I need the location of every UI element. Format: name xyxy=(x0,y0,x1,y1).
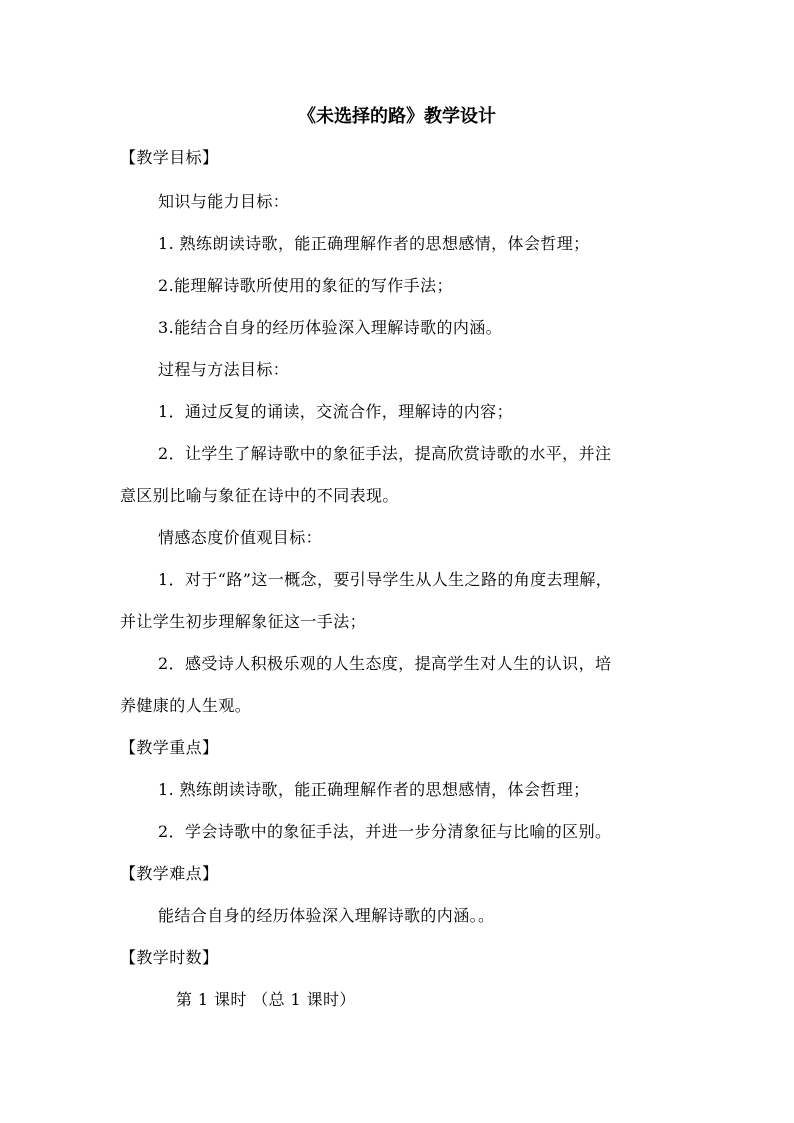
emotion-objectives-label: 情感态度价值观目标： xyxy=(158,528,323,547)
difficulty-text: 能结合自身的经历体验深入理解诗歌的内涵。。 xyxy=(158,906,495,925)
section-heading-hours: 【教学时数】 xyxy=(120,948,219,967)
emotion-item-1: 1．对于“路”这一概念，要引导学生从人生之路的角度去理解， xyxy=(158,570,613,589)
knowledge-item-3: 3.能结合自身的经历体验深入理解诗歌的内涵。 xyxy=(158,318,503,337)
emotion-item-2: 2．感受诗人积极乐观的人生态度，提高学生对人生的认识，培 xyxy=(158,654,612,673)
process-item-2-continued: 意区别比喻与象征在诗中的不同表现。 xyxy=(120,486,399,505)
process-item-1: 1．通过反复的诵读，交流合作，理解诗的内容； xyxy=(158,402,513,421)
key-point-2: 2．学会诗歌中的象征手法，并进一步分清象征与比喻的区别。 xyxy=(158,822,612,841)
process-item-2: 2．让学生了解诗歌中的象征手法，提高欣赏诗歌的水平，并注 xyxy=(158,444,612,463)
knowledge-item-1: 1. 熟练朗读诗歌，能正确理解作者的思想感情，体会哲理； xyxy=(158,234,590,253)
section-heading-objectives: 【教学目标】 xyxy=(120,148,219,167)
emotion-item-1-continued: 并让学生初步理解象征这一手法； xyxy=(120,612,367,631)
section-heading-difficulties: 【教学难点】 xyxy=(120,864,219,883)
key-point-1: 1. 熟练朗读诗歌，能正确理解作者的思想感情，体会哲理； xyxy=(158,780,590,799)
process-objectives-label: 过程与方法目标： xyxy=(158,360,290,379)
knowledge-item-2: 2.能理解诗歌所使用的象征的写作手法； xyxy=(158,276,453,295)
hours-text: 第 1 课时 （总 1 课时） xyxy=(176,990,356,1009)
section-heading-key-points: 【教学重点】 xyxy=(120,738,219,757)
document-title: 《未选择的路》教学设计 xyxy=(298,106,496,127)
knowledge-objectives-label: 知识与能力目标： xyxy=(158,192,290,211)
emotion-item-2-continued: 养健康的人生观。 xyxy=(120,696,252,715)
